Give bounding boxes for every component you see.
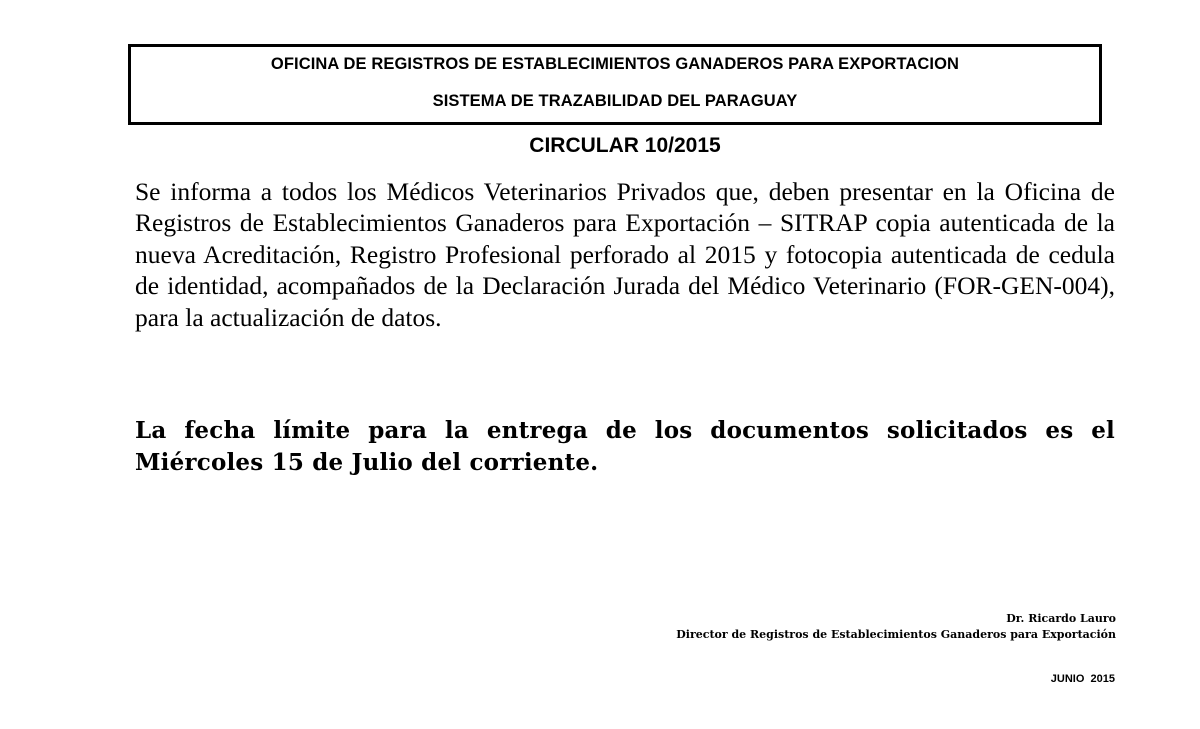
signature-block [676, 611, 1116, 643]
document-date: JUNIO 2015 [1050, 673, 1115, 685]
header-box [128, 44, 1102, 125]
body-paragraph: Se informa a todos los Médicos Veterinarios Privados que, deben presentar en la Oficina de Registros de Establecimientos Ganaderos para Exportación – SITRAP copia autenticada de la nueva Acreditación, Registro Profesional perforado al 2015 y fotocopia autenticada de cedula de identidad, acompañados de la Declaración Jurada del Médico Veterinario (FOR-GEN-004), para la actualización de datos. [135, 177, 1115, 332]
office-name: OFICINA DE REGISTROS DE ESTABLECIMIENTOS GANADEROS PARA EXPORTACION [270, 55, 960, 73]
system-name: SISTEMA DE TRAZABILIDAD DEL PARAGUAY [432, 92, 798, 110]
signatory-name: Dr. Ricardo Lauro [1006, 612, 1116, 625]
signatory-role: Director de Registros de Establecimientos Ganaderos para Exportación [676, 628, 1116, 641]
circular-title: CIRCULAR 10/2015 [529, 134, 721, 157]
deadline-notice: La fecha límite para la entrega de los documentos solicitados es el Miércoles 15 de Julio del corriente. [135, 417, 1115, 476]
